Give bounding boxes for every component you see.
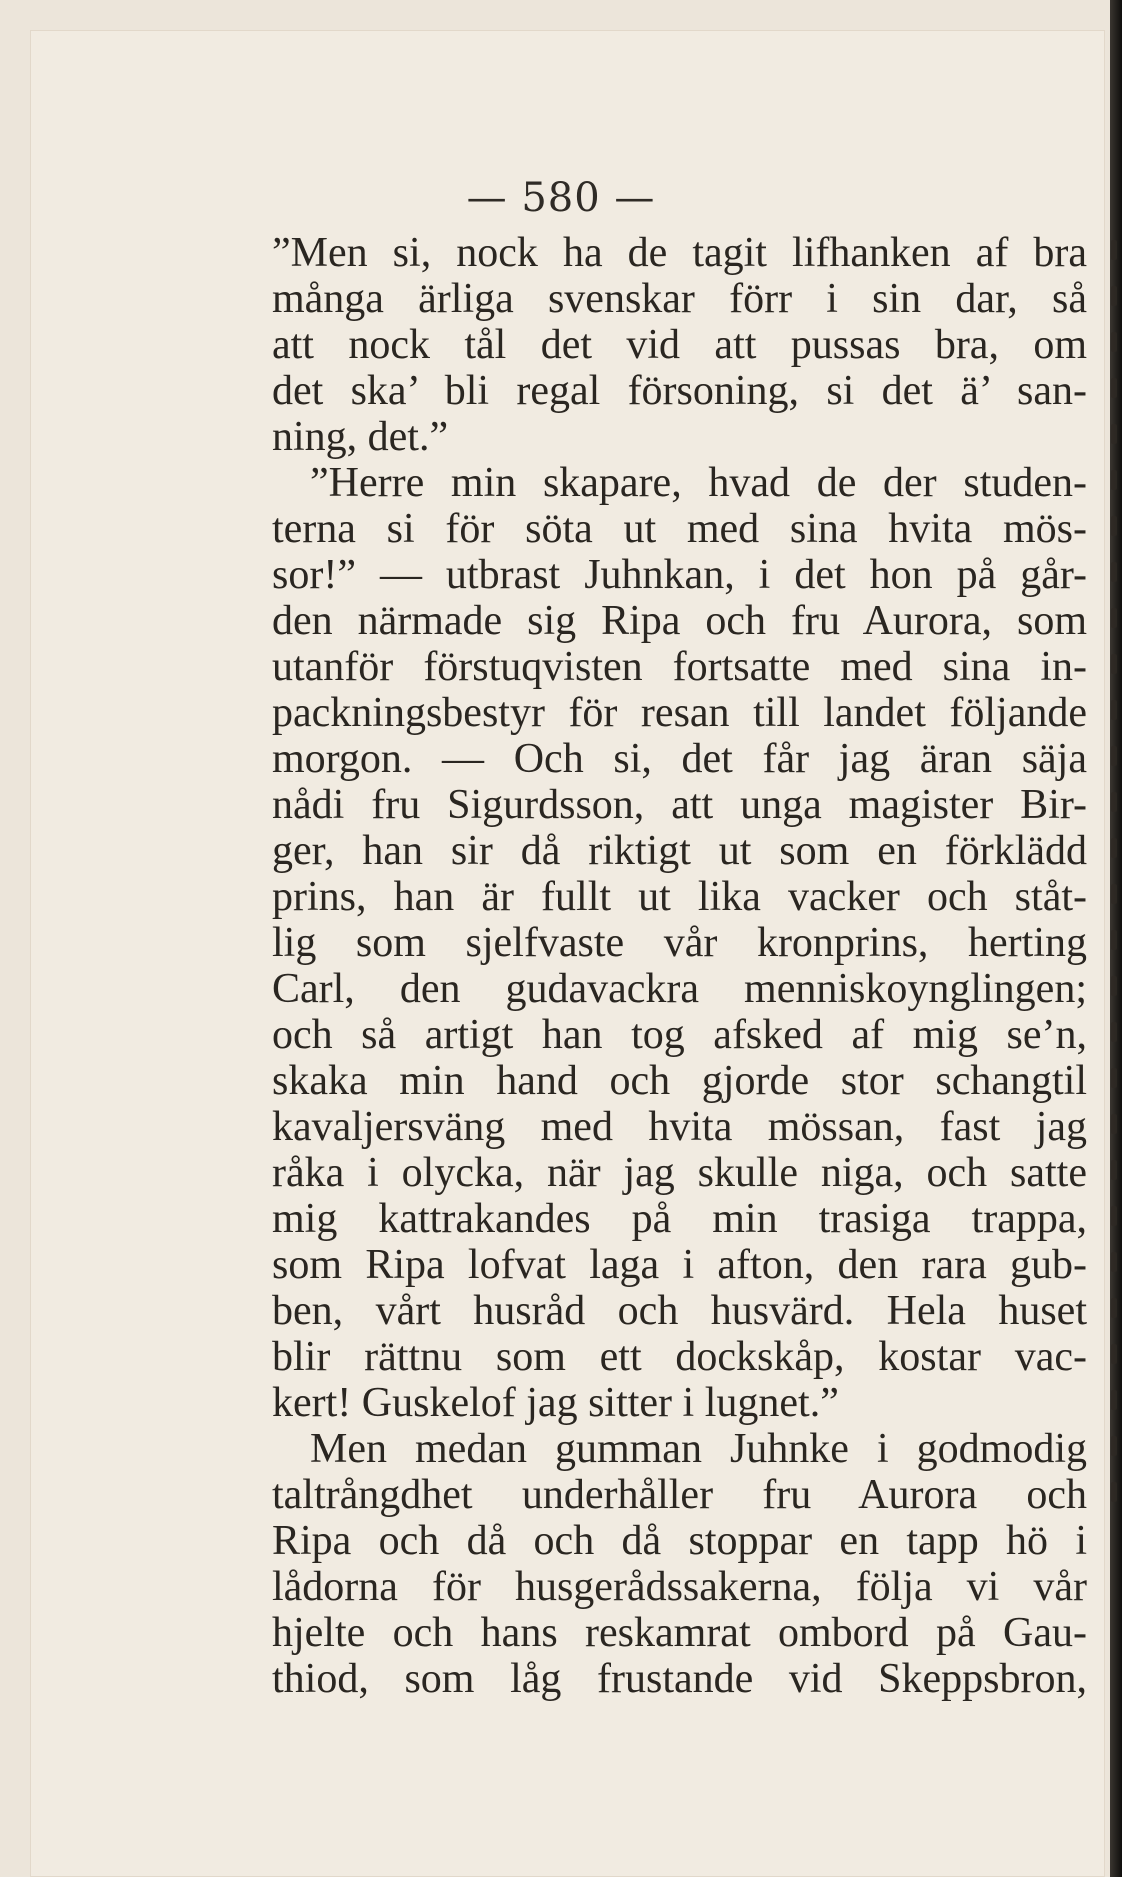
text-line: det ska’ bli regal försoning, si det ä’ san- (272, 368, 1087, 414)
text-line: lig som sjelfvaste vår kronprins, herting (272, 920, 1087, 966)
text-line: råka i olycka, när jag skulle niga, och satte (272, 1150, 1087, 1196)
facing-page-edge (1111, 240, 1119, 1540)
text-line: packningsbestyr för resan till landet följande (272, 690, 1087, 736)
text-line: ning, det.” (272, 414, 449, 460)
text-line: ben, vårt husråd och husvärd. Hela huset (272, 1288, 1087, 1334)
text-line: ”Herre min skapare, hvad de der studen- (310, 460, 1087, 506)
body-text (272, 230, 1087, 1702)
text-line: som Ripa lofvat laga i afton, den rara gub- (272, 1242, 1087, 1288)
text-line: prins, han är fullt ut lika vacker och ståt- (272, 874, 1087, 920)
text-line: thiod, som låg frustande vid Skeppsbron, (272, 1656, 1087, 1702)
text-line: mig kattrakandes på min trasiga trappa, (272, 1196, 1087, 1242)
text-line: sor!” — utbrast Juhnkan, i det hon på går- (272, 552, 1087, 598)
text-line: lådorna för husgerådssakerna, följa vi vår (272, 1564, 1087, 1610)
text-line: Ripa och då och då stoppar en tapp hö i (272, 1518, 1087, 1564)
text-line: och så artigt han tog afsked af mig se’n, (272, 1012, 1087, 1058)
text-line: många ärliga svenskar förr i sin dar, så (272, 276, 1087, 322)
text-line: Men medan gumman Juhnke i godmodig (310, 1426, 1087, 1472)
text-line: blir rättnu som ett dockskåp, kostar vac- (272, 1334, 1087, 1380)
text-line: hjelte och hans reskamrat ombord på Gau- (272, 1610, 1087, 1656)
text-line: att nock tål det vid att pussas bra, om (272, 322, 1087, 368)
text-line: Carl, den gudavackra menniskoynglingen; (272, 966, 1087, 1012)
text-line: morgon. — Och si, det får jag äran säja (272, 736, 1087, 782)
text-line: terna si för söta ut med sina hvita mös- (272, 506, 1087, 552)
page-number: — 580 — (466, 175, 656, 221)
text-line: den närmade sig Ripa och fru Aurora, som (272, 598, 1087, 644)
text-line: ger, han sir då riktigt ut som en förklädd (272, 828, 1087, 874)
text-line: ”Men si, nock ha de tagit lifhanken af bra (272, 230, 1087, 276)
text-line: utanför förstuqvisten fortsatte med sina in- (272, 644, 1087, 690)
text-line: nådi fru Sigurdsson, att unga magister Bir- (272, 782, 1087, 828)
text-line: kert! Guskelof jag sitter i lugnet.” (272, 1380, 839, 1426)
text-line: taltrångdhet underhåller fru Aurora och (272, 1472, 1087, 1518)
text-line: skaka min hand och gjorde stor schangtil (272, 1058, 1087, 1104)
text-line: kavaljersväng med hvita mössan, fast jag (272, 1104, 1087, 1150)
